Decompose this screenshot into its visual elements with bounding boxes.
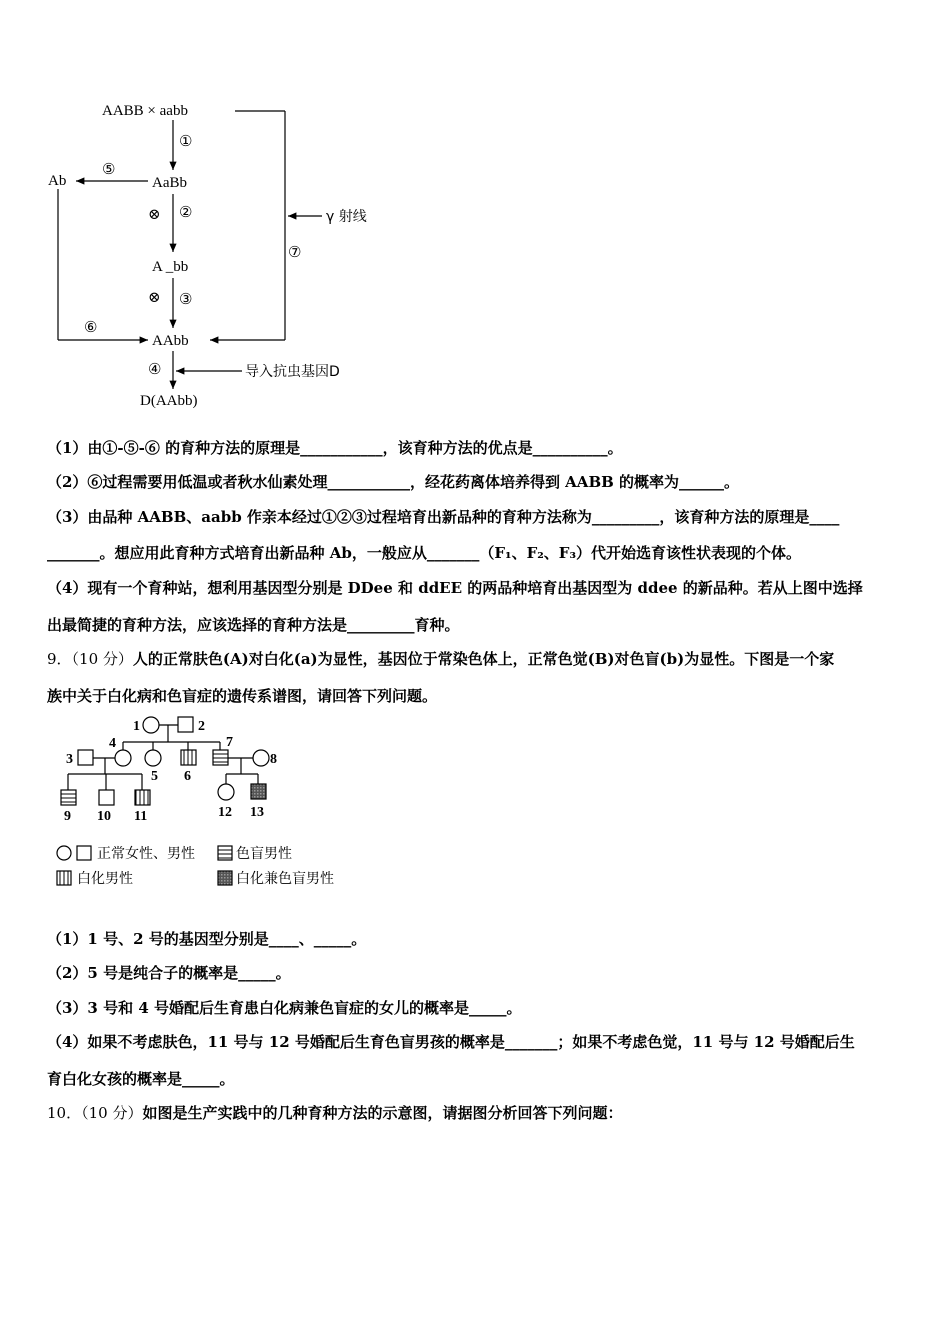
ped-label-1: 1 bbox=[133, 719, 140, 734]
q9-header-line2: 族中关于白化病和色盲症的遗传系谱图，请回答下列问题。 bbox=[47, 687, 438, 705]
q9-part2: （2）5 号是纯合子的概率是_____。 bbox=[47, 964, 291, 982]
self-mark-3: ⊗ bbox=[148, 290, 161, 306]
f1-label: AaBb bbox=[152, 175, 187, 191]
ped-label-13: 13 bbox=[250, 805, 264, 820]
a-bb-label: A _bb bbox=[152, 259, 189, 275]
pedigree-chart bbox=[50, 712, 360, 897]
q8-part4-line2: 出最简捷的育种方法，应该选择的育种方法是_________育种。 bbox=[47, 616, 460, 634]
legend-colorblind: 色盲男性 bbox=[236, 846, 292, 862]
breeding-diagram bbox=[40, 92, 400, 417]
ped-label-7: 7 bbox=[226, 735, 233, 750]
q8-part1: （1）由①-⑤-⑥ 的育种方法的原理是___________，该育种方法的优点是__________。 bbox=[47, 439, 623, 457]
ped-label-10: 10 bbox=[97, 809, 111, 824]
legend-normal: 正常女性、男性 bbox=[97, 846, 195, 862]
legend-albino: 白化男性 bbox=[77, 871, 133, 887]
q10-number: 10．（10 分） bbox=[47, 1104, 143, 1122]
haploid-label: Ab bbox=[48, 173, 67, 189]
aabb-pure-label: AAbb bbox=[152, 333, 189, 349]
ped-label-3: 3 bbox=[66, 752, 73, 767]
q9-part4-line1: （4）如果不考虑肤色，11 号与 12 号婚配后生育色盲男孩的概率是_______；如果不考虑色觉，11 号与 12 号婚配后生 bbox=[47, 1033, 855, 1051]
cross-label: AABB × aabb bbox=[102, 103, 188, 119]
ped-label-12: 12 bbox=[218, 805, 232, 820]
q9-number: 9．（10 分） bbox=[47, 650, 133, 668]
step-4: ④ bbox=[148, 362, 162, 378]
q8-part3-line2: _______。想应用此育种方式培育出新品种 Ab，一般应从_______（F₁、F₂、F₃）代开始选育该性状表现的个体。 bbox=[47, 544, 802, 562]
q8-part2: （2）⑥过程需要用低温或者秋水仙素处理___________，经花药离体培养得到 AABB 的概率为______。 bbox=[47, 473, 740, 491]
ped-label-11: 11 bbox=[134, 809, 148, 824]
legend-both: 白化兼色盲男性 bbox=[236, 871, 334, 887]
insert-gene-label: 导入抗虫基因D bbox=[245, 364, 340, 380]
step-1: ① bbox=[179, 134, 193, 150]
ped-label-5: 5 bbox=[151, 769, 158, 784]
q9-part3: （3）3 号和 4 号婚配后生育患白化病兼色盲症的女儿的概率是_____。 bbox=[47, 999, 522, 1017]
step-5: ⑤ bbox=[102, 162, 116, 178]
step-6: ⑥ bbox=[84, 320, 98, 336]
q9-intro-a: 人的正常肤色(A)对白化(a)为显性，基因位于常染色体上，正常色觉(B)对色盲(b)为显性。下图是一个家 bbox=[132, 650, 835, 668]
q8-part3-line1: （3）由品种 AABB、aabb 作亲本经过①②③过程培育出新品种的育种方法称为_________，该育种方法的原理是____ bbox=[47, 508, 840, 526]
ped-label-6: 6 bbox=[184, 769, 191, 784]
final-label: D(AAbb) bbox=[140, 393, 198, 409]
ped-label-4: 4 bbox=[109, 736, 116, 751]
q9-part4-line2: 育白化女孩的概率是_____。 bbox=[47, 1070, 235, 1088]
ped-label-8: 8 bbox=[270, 752, 277, 767]
q10-intro: 如图是生产实践中的几种育种方法的示意图，请据图分析回答下列问题： bbox=[142, 1104, 623, 1122]
q8-part4-line1: （4）现有一个育种站，想利用基因型分别是 DDee 和 ddEE 的两品种培育出基因型为 ddee 的新品种。若从上图中选择 bbox=[47, 579, 863, 597]
q9-header-line1 bbox=[47, 648, 834, 669]
ped-label-2: 2 bbox=[198, 719, 205, 734]
q10-header bbox=[47, 1102, 622, 1123]
q9-part1: （1）1 号、2 号的基因型分别是____、_____。 bbox=[47, 930, 367, 948]
step-7: ⑦ bbox=[288, 245, 302, 261]
self-mark-2: ⊗ bbox=[148, 207, 161, 223]
gamma-label: γ 射线 bbox=[326, 209, 367, 225]
step-2: ② bbox=[179, 205, 193, 221]
step-3: ③ bbox=[179, 292, 193, 308]
ped-label-9: 9 bbox=[64, 809, 71, 824]
